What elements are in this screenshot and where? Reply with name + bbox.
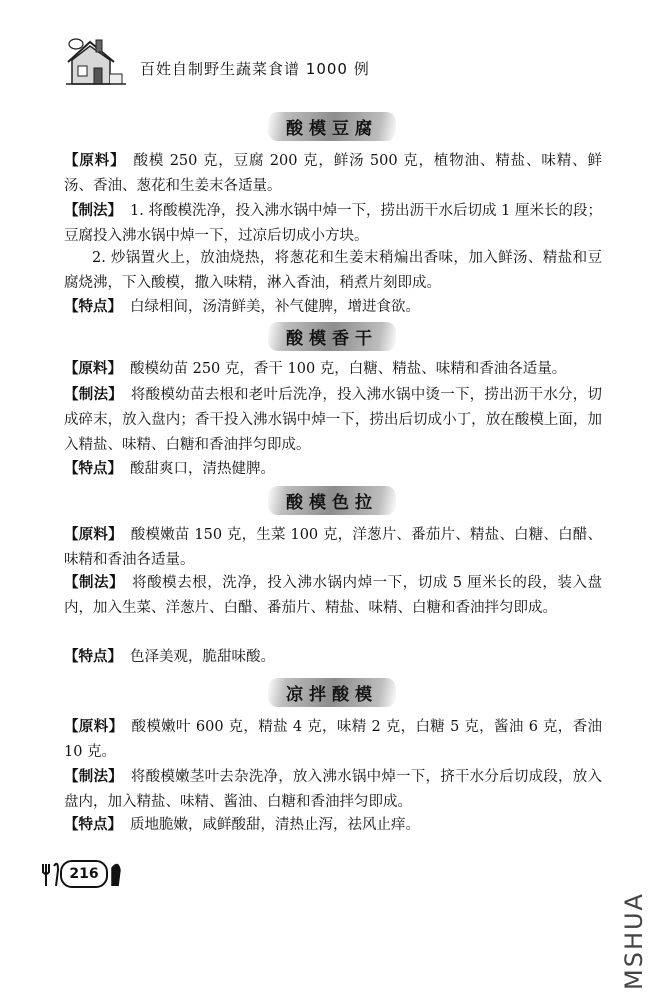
house-icon xyxy=(66,36,126,86)
recipe-title: 凉拌酸模 xyxy=(0,678,664,708)
recipe-method: 【制法】 1. 将酸模洗净，投入沸水锅中焯一下，捞出沥干水后切成 1 厘米长的段；豆腐投入沸水锅中焯一下，过凉后切成小方块。 xyxy=(64,202,602,244)
recipe-title: 酸模豆腐 xyxy=(0,112,664,142)
recipe-title: 酸模色拉 xyxy=(0,486,664,516)
page-footer xyxy=(40,856,160,892)
recipe-method: 【制法】 将酸模嫩茎叶去杂洗净，放入沸水锅中焯一下，挤干水分后切成段，放入盘内，加入精盐、味精、酱油、白糖和香油拌匀即成。 xyxy=(64,768,603,810)
recipe-ingredients: 【原料】 酸模 250 克，豆腐 200 克，鲜汤 500 克，植物油、精盐、味精、鲜汤、香油、葱花和生姜末各适量。 xyxy=(64,152,603,194)
recipe-method: 【制法】 将酸模幼苗去根和老叶后洗净，投入沸水锅中烫一下，捞出沥干水分，切成碎末，放入盘内；香干投入沸水锅中焯一下，捞出后切成小丁，放在酸模上面，加入精盐、味精、白糖和香油拌匀即成。 xyxy=(64,386,603,453)
recipe-feature: 【特点】 色泽美观，脆甜味酸。 xyxy=(64,648,275,665)
recipe-ingredients: 【原料】 酸模幼苗 250 克，香干 100 克，白糖、精盐、味精和香油各适量。 xyxy=(64,360,567,377)
recipe-feature: 【特点】 白绿相间，汤清鲜美，补气健脾，增进食欲。 xyxy=(64,298,420,315)
recipe-feature: 【特点】 质地脆嫩，咸鲜酸甜，清热止泻，祛风止痒。 xyxy=(64,816,420,833)
recipe-feature: 【特点】 酸甜爽口，清热健脾。 xyxy=(64,460,275,477)
recipe-method: 【制法】 将酸模去根，洗净，投入沸水锅内焯一下，切成 5 厘米长的段，装入盘内，加入生菜、洋葱片、白醋、番茄片、精盐、味精、白糖和香油拌匀即成。 xyxy=(64,574,602,616)
page-number: 216 xyxy=(60,860,108,888)
page-header xyxy=(66,36,586,88)
watermark: MSHUA xyxy=(620,892,648,990)
recipe-ingredients: 【原料】 酸模嫩苗 150 克，生菜 100 克，洋葱片、番茄片、精盐、白糖、白醋、味精和香油各适量。 xyxy=(64,526,602,568)
recipe-title: 酸模香干 xyxy=(0,322,664,352)
recipe-method-step2: 2. 炒锅置火上，放油烧热，将葱花和生姜末稍煸出香味，加入鲜汤、精盐和豆腐烧沸，下入酸模，撒入味精，淋入香油，稍煮片刻即成。 xyxy=(64,250,602,291)
recipe-ingredients: 【原料】 酸模嫩叶 600 克，精盐 4 克，味精 2 克，白糖 5 克，酱油 6 克，香油 10 克。 xyxy=(64,718,603,760)
book-title: 百姓自制野生蔬菜食谱 1000 例 xyxy=(140,60,370,78)
